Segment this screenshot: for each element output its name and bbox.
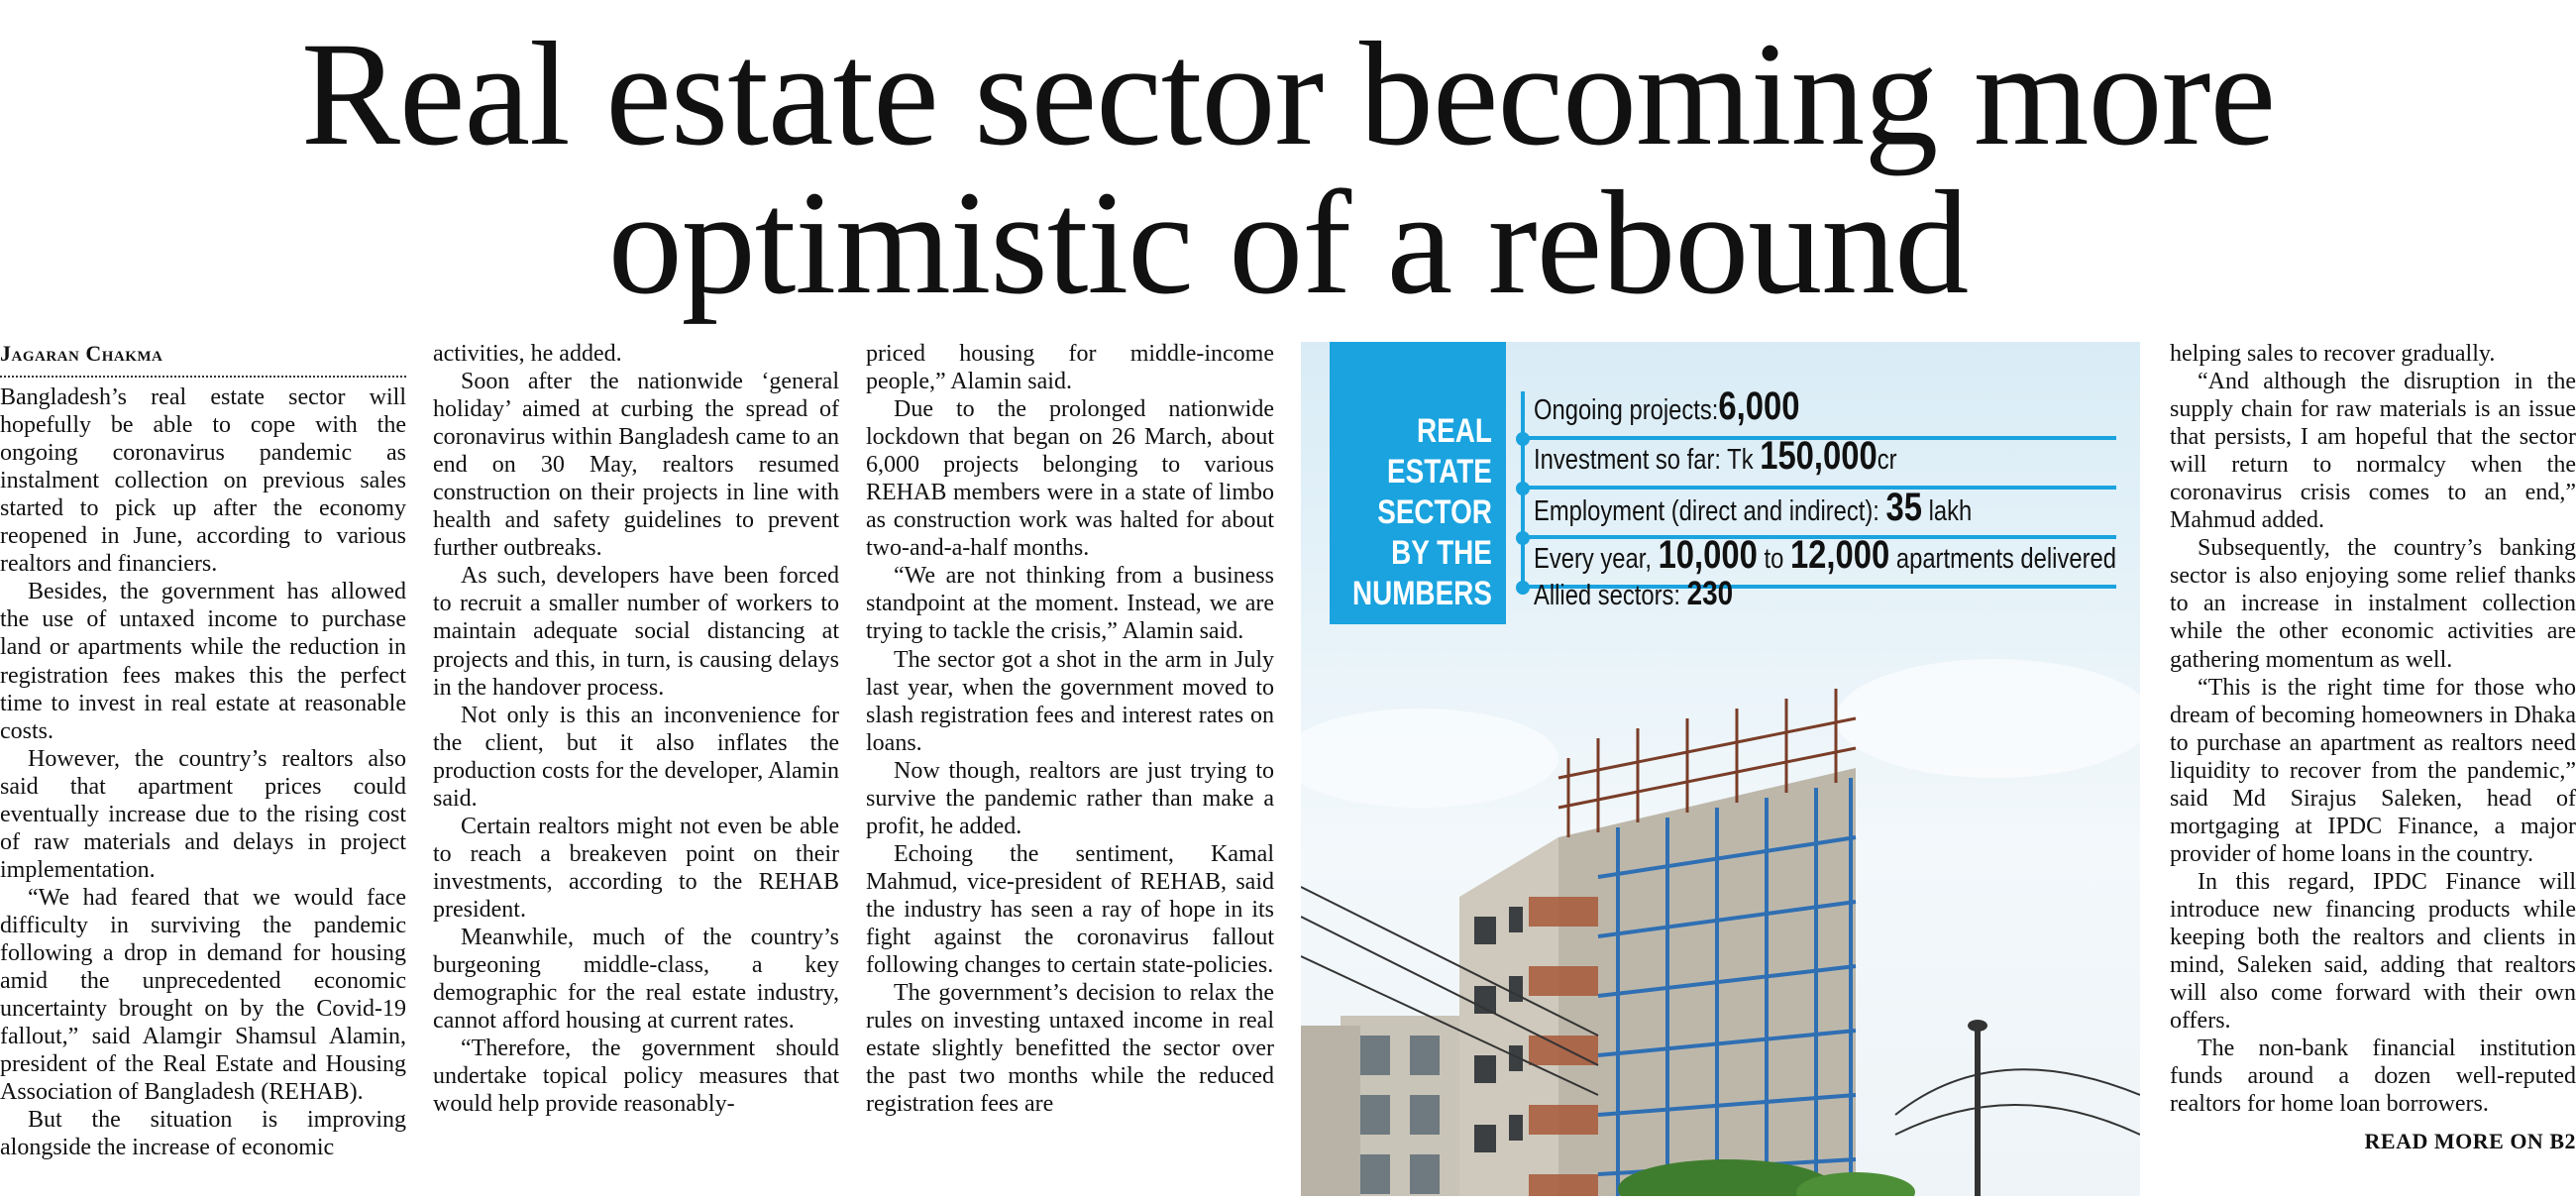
paragraph: “We are not thinking from a business standpoint at the moment. Instead, we are trying to tackle the crisis,” Alamin said. <box>866 563 1274 645</box>
paragraph: activities, he added. <box>433 341 622 367</box>
fact-ongoing-projects: Ongoing projects:6,000 <box>1534 384 1800 428</box>
read-more-link[interactable]: READ MORE ON B2 <box>2364 1129 2576 1154</box>
fact-apartments: Every year, 10,000 to 12,000 apartments delivered <box>1534 533 2116 577</box>
paragraph: In this regard, IPDC Finance will introduce new financing products while keeping both the realtors and clients in mind, Saleken said, adding that realtors will also come forward with their own offers. <box>2170 868 2576 1035</box>
factbox-panel <box>1330 342 1506 624</box>
factbox-title: REAL ESTATE SECTOR BY THE NUMBERS <box>1352 412 1492 612</box>
paragraph: Echoing the sentiment, Kamal Mahmud, vice-president of REHAB, said the industry has seen a ray of hope in its fight against the coronavirus fallout following changes to certain state-policies. <box>866 840 1274 979</box>
paragraph: Not only is this an inconvenience for the client, but it also inflates the production costs for the developer, Alamin said. <box>433 702 839 812</box>
paragraph: helping sales to recover gradually. <box>2170 341 2496 367</box>
byline: Jagaran Chakma <box>0 340 406 378</box>
paragraph: priced housing for middle-income people,” Alamin said. <box>866 341 1274 395</box>
article-column-1 <box>0 340 406 1161</box>
paragraph: Meanwhile, much of the country’s burgeoning middle-class, a key demographic for the real estate industry, cannot afford housing at current rates. <box>433 924 839 1035</box>
paragraph: But the situation is improving alongside the increase of economic <box>0 1107 406 1161</box>
fact-investment: Investment so far: Tk 150,000cr <box>1534 434 1897 478</box>
paragraph: Due to the prolonged nationwide lockdown that began on 26 March, about 6,000 projects belonging to various REHAB members were in a state of limbo as construction work was halted for about two-and-a-half months. <box>866 396 1274 562</box>
fact-employment: Employment (direct and indirect): 35 lakh <box>1534 486 1973 529</box>
article-column-5 <box>2170 340 2576 1155</box>
paragraph: “And although the disruption in the supply chain for raw materials is an issue that persists, I am hopeful that the sector will return to normalcy when the coronavirus crisis comes to an end,” Mahmud added. <box>2170 369 2576 534</box>
paragraph: Soon after the nationwide ‘general holiday’ aimed at curbing the spread of coronavirus within Bangladesh came to an end on 30 May, realtors resumed construction on their projects in line with health and safety guidelines to prevent further outbreaks. <box>433 369 839 562</box>
article-column-3 <box>866 340 1274 1118</box>
paragraph: Now though, realtors are just trying to survive the pandemic rather than make a profit, he added. <box>866 757 1274 839</box>
paragraph: Besides, the government has allowed the use of untaxed income to purchase land or apartments while the reduction in registration fees makes this the perfect time to invest in real estate at reasonable costs. <box>0 579 406 744</box>
paragraph: “We had feared that we would face difficulty in surviving the pandemic following a drop in demand for housing amid the unprecedented economic uncertainty brought on by the Covid-19 fallout,” said Alamgir Shamsul Alamin, president of the Real Estate and Housing Association of Bangladesh (REHAB). <box>0 884 406 1106</box>
fact-allied-sectors: Allied sectors: 230 <box>1534 575 1734 612</box>
paragraph: The government’s decision to relax the rules on investing untaxed income in real estate slightly benefitted the sector over the past two months while the reduced registration fees are <box>866 980 1274 1118</box>
article-column-2 <box>433 340 839 1118</box>
paragraph: Certain realtors might not even be able to reach a breakeven point on their investments, according to the REHAB president. <box>433 813 839 923</box>
headline-line-1: Real estate sector becoming more <box>300 12 2276 176</box>
paragraph: Bangladesh’s real estate sector will hopefully be able to cope with the ongoing coronavirus pandemic as instalment collection on previous sales started to pick up after the economy reopened in June, according to various realtors and financiers. <box>0 384 406 578</box>
paragraph: “Therefore, the government should undertake topical policy measures that would help provide reasonably- <box>433 1036 839 1118</box>
headline-line-2: optimistic of a rebound <box>607 161 1969 325</box>
paragraph: The sector got a shot in the arm in July last year, when the government moved to slash registration fees and interest rates on loans. <box>866 646 1274 756</box>
paragraph: As such, developers have been forced to recruit a smaller number of workers to maintain adequate social distancing at projects and this, in turn, is causing delays in the handover process. <box>433 563 839 701</box>
headline <box>0 12 2576 325</box>
paragraph: “This is the right time for those who dream of becoming homeowners in Dhaka to purchase an apartment as realtors need liquidity to recover from the pandemic,” said Md Sirajus Saleken, head of mortgaging at IPDC Finance, a major provider of home loans in the country. <box>2170 674 2576 867</box>
paragraph: The non-bank financial institution funds around a dozen well-reputed realtors for home loan borrowers. <box>2170 1036 2576 1118</box>
paragraph: Subsequently, the country’s banking sector is also enjoying some relief thanks to an increase in instalment collection while the other economic activities are gathering momentum as well. <box>2170 535 2576 673</box>
paragraph: However, the country’s realtors also said that apartment prices could eventually increase due to the rising cost of raw materials and delays in project implementation. <box>0 745 406 883</box>
